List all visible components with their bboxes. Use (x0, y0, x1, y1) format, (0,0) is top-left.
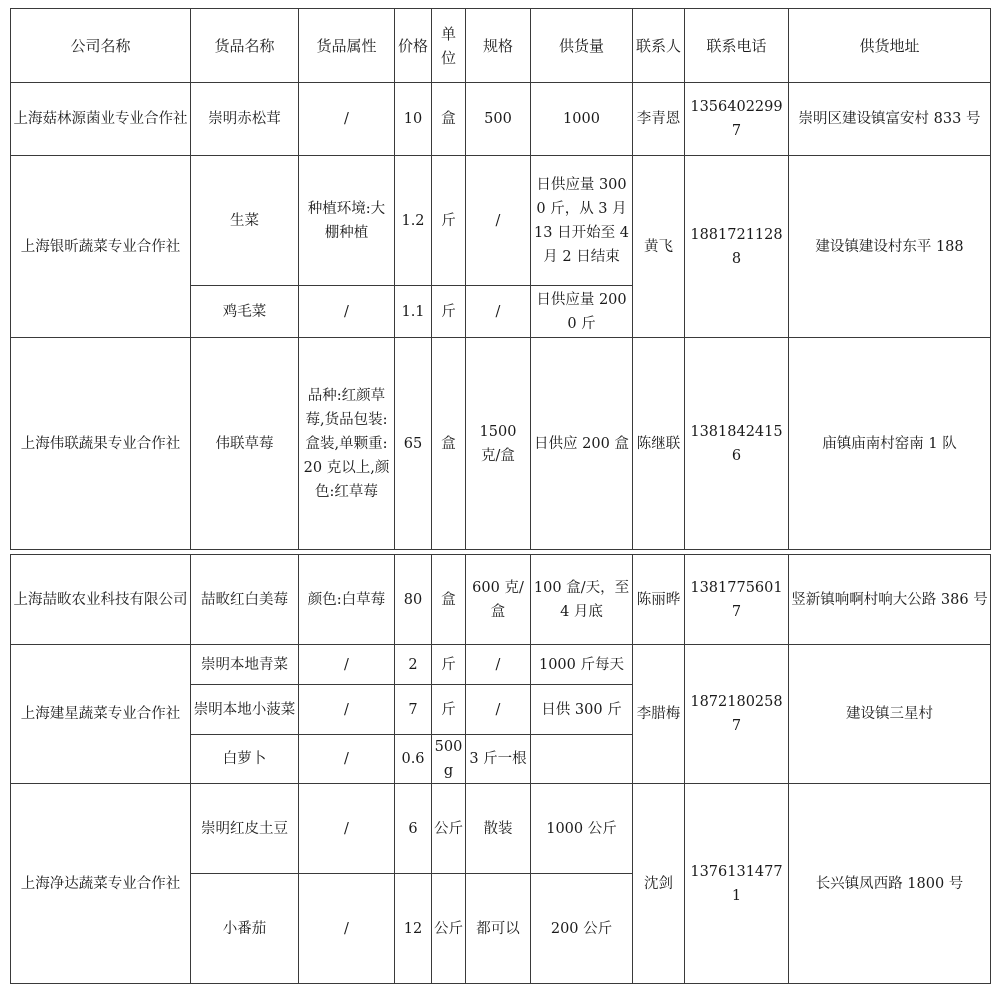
product-cell: 崇明红皮土豆 (191, 784, 299, 874)
header-company: 公司名称 (11, 9, 191, 83)
table-row (11, 338, 991, 550)
address-cell: 长兴镇凤西路 1800 号 (789, 784, 991, 984)
product-cell: 白萝卜 (191, 735, 299, 784)
spec-cell: 600 克/盒 (466, 555, 531, 645)
supplier-table-sheet (10, 8, 991, 984)
table-row (11, 83, 991, 156)
header-product: 货品名称 (191, 9, 299, 83)
company-cell: 上海喆畋农业科技有限公司 (11, 555, 191, 645)
product-cell: 崇明本地青菜 (191, 645, 299, 685)
product-cell: 伟联草莓 (191, 338, 299, 550)
table-row (11, 645, 991, 685)
product-cell: 生菜 (191, 156, 299, 286)
unit-cell: 斤 (432, 645, 466, 685)
address-cell: 建设镇三星村 (789, 645, 991, 784)
table-row (11, 156, 991, 286)
unit-cell: 斤 (432, 156, 466, 286)
attr-cell: / (299, 685, 395, 735)
phone-cell: 13564022997 (685, 83, 789, 156)
spec-cell: / (466, 286, 531, 338)
company-cell: 上海伟联蔬果专业合作社 (11, 338, 191, 550)
header-attr: 货品属性 (299, 9, 395, 83)
supply-cell: 1000 斤每天 (531, 645, 633, 685)
attr-cell: / (299, 874, 395, 984)
header-phone: 联系电话 (685, 9, 789, 83)
unit-cell: 公斤 (432, 784, 466, 874)
supply-cell: 日供应量 2000 斤 (531, 286, 633, 338)
attr-cell: / (299, 735, 395, 784)
address-cell: 建设镇建设村东平 188 (789, 156, 991, 338)
company-cell: 上海净达蔬菜专业合作社 (11, 784, 191, 984)
spec-cell: 1500 克/盒 (466, 338, 531, 550)
phone-cell: 18817211288 (685, 156, 789, 338)
price-cell: 7 (395, 685, 432, 735)
phone-cell: 13761314771 (685, 784, 789, 984)
product-cell: 鸡毛菜 (191, 286, 299, 338)
unit-cell: 盒 (432, 83, 466, 156)
product-cell: 小番茄 (191, 874, 299, 984)
price-cell: 10 (395, 83, 432, 156)
spec-cell: / (466, 156, 531, 286)
attr-cell: / (299, 784, 395, 874)
unit-cell: 盒 (432, 338, 466, 550)
company-cell: 上海菇林源菌业专业合作社 (11, 83, 191, 156)
header-address: 供货地址 (789, 9, 991, 83)
unit-cell: 500g (432, 735, 466, 784)
spec-cell: / (466, 645, 531, 685)
supply-cell: 日供应量 3000 斤，从 3 月 13 日开始至 4 月 2 日结束 (531, 156, 633, 286)
contact-cell: 陈丽晔 (633, 555, 685, 645)
phone-cell: 18721802587 (685, 645, 789, 784)
supply-cell: 200 公斤 (531, 874, 633, 984)
header-contact: 联系人 (633, 9, 685, 83)
attr-cell: / (299, 645, 395, 685)
contact-cell: 陈继联 (633, 338, 685, 550)
attr-cell: 颜色:白草莓 (299, 555, 395, 645)
supply-cell: 日供应 200 盒 (531, 338, 633, 550)
price-cell: 0.6 (395, 735, 432, 784)
price-cell: 65 (395, 338, 432, 550)
price-cell: 80 (395, 555, 432, 645)
price-cell: 1.2 (395, 156, 432, 286)
header-unit: 单位 (432, 9, 466, 83)
company-cell: 上海建星蔬菜专业合作社 (11, 645, 191, 784)
phone-cell: 13818424156 (685, 338, 789, 550)
address-cell: 庙镇庙南村窑南 1 队 (789, 338, 991, 550)
product-cell: 喆畋红白美莓 (191, 555, 299, 645)
header-supply: 供货量 (531, 9, 633, 83)
spec-cell: 3 斤一根 (466, 735, 531, 784)
unit-cell: 斤 (432, 286, 466, 338)
table-row (11, 784, 991, 874)
header-row (11, 9, 991, 83)
spec-cell: 都可以 (466, 874, 531, 984)
price-cell: 12 (395, 874, 432, 984)
company-cell: 上海银昕蔬菜专业合作社 (11, 156, 191, 338)
contact-cell: 李腊梅 (633, 645, 685, 784)
supply-cell (531, 735, 633, 784)
unit-cell: 盒 (432, 555, 466, 645)
phone-cell: 13817756017 (685, 555, 789, 645)
spec-cell: 500 (466, 83, 531, 156)
attr-cell: / (299, 286, 395, 338)
attr-cell: 种植环境:大棚种植 (299, 156, 395, 286)
supply-cell: 100 盒/天，至 4 月底 (531, 555, 633, 645)
unit-cell: 公斤 (432, 874, 466, 984)
price-cell: 6 (395, 784, 432, 874)
attr-cell: 品种:红颜草莓,货品包装:盒装,单颗重:20 克以上,颜色:红草莓 (299, 338, 395, 550)
spec-cell: / (466, 685, 531, 735)
header-spec: 规格 (466, 9, 531, 83)
contact-cell: 黄飞 (633, 156, 685, 338)
supply-cell: 1000 公斤 (531, 784, 633, 874)
contact-cell: 李青恩 (633, 83, 685, 156)
address-cell: 崇明区建设镇富安村 833 号 (789, 83, 991, 156)
table-row (11, 555, 991, 645)
header-price: 价格 (395, 9, 432, 83)
supplier-table (10, 8, 991, 984)
price-cell: 1.1 (395, 286, 432, 338)
attr-cell: / (299, 83, 395, 156)
product-cell: 崇明本地小菠菜 (191, 685, 299, 735)
price-cell: 2 (395, 645, 432, 685)
product-cell: 崇明赤松茸 (191, 83, 299, 156)
supply-cell: 日供 300 斤 (531, 685, 633, 735)
spec-cell: 散装 (466, 784, 531, 874)
contact-cell: 沈剑 (633, 784, 685, 984)
supply-cell: 1000 (531, 83, 633, 156)
unit-cell: 斤 (432, 685, 466, 735)
address-cell: 竖新镇响啊村响大公路 386 号 (789, 555, 991, 645)
